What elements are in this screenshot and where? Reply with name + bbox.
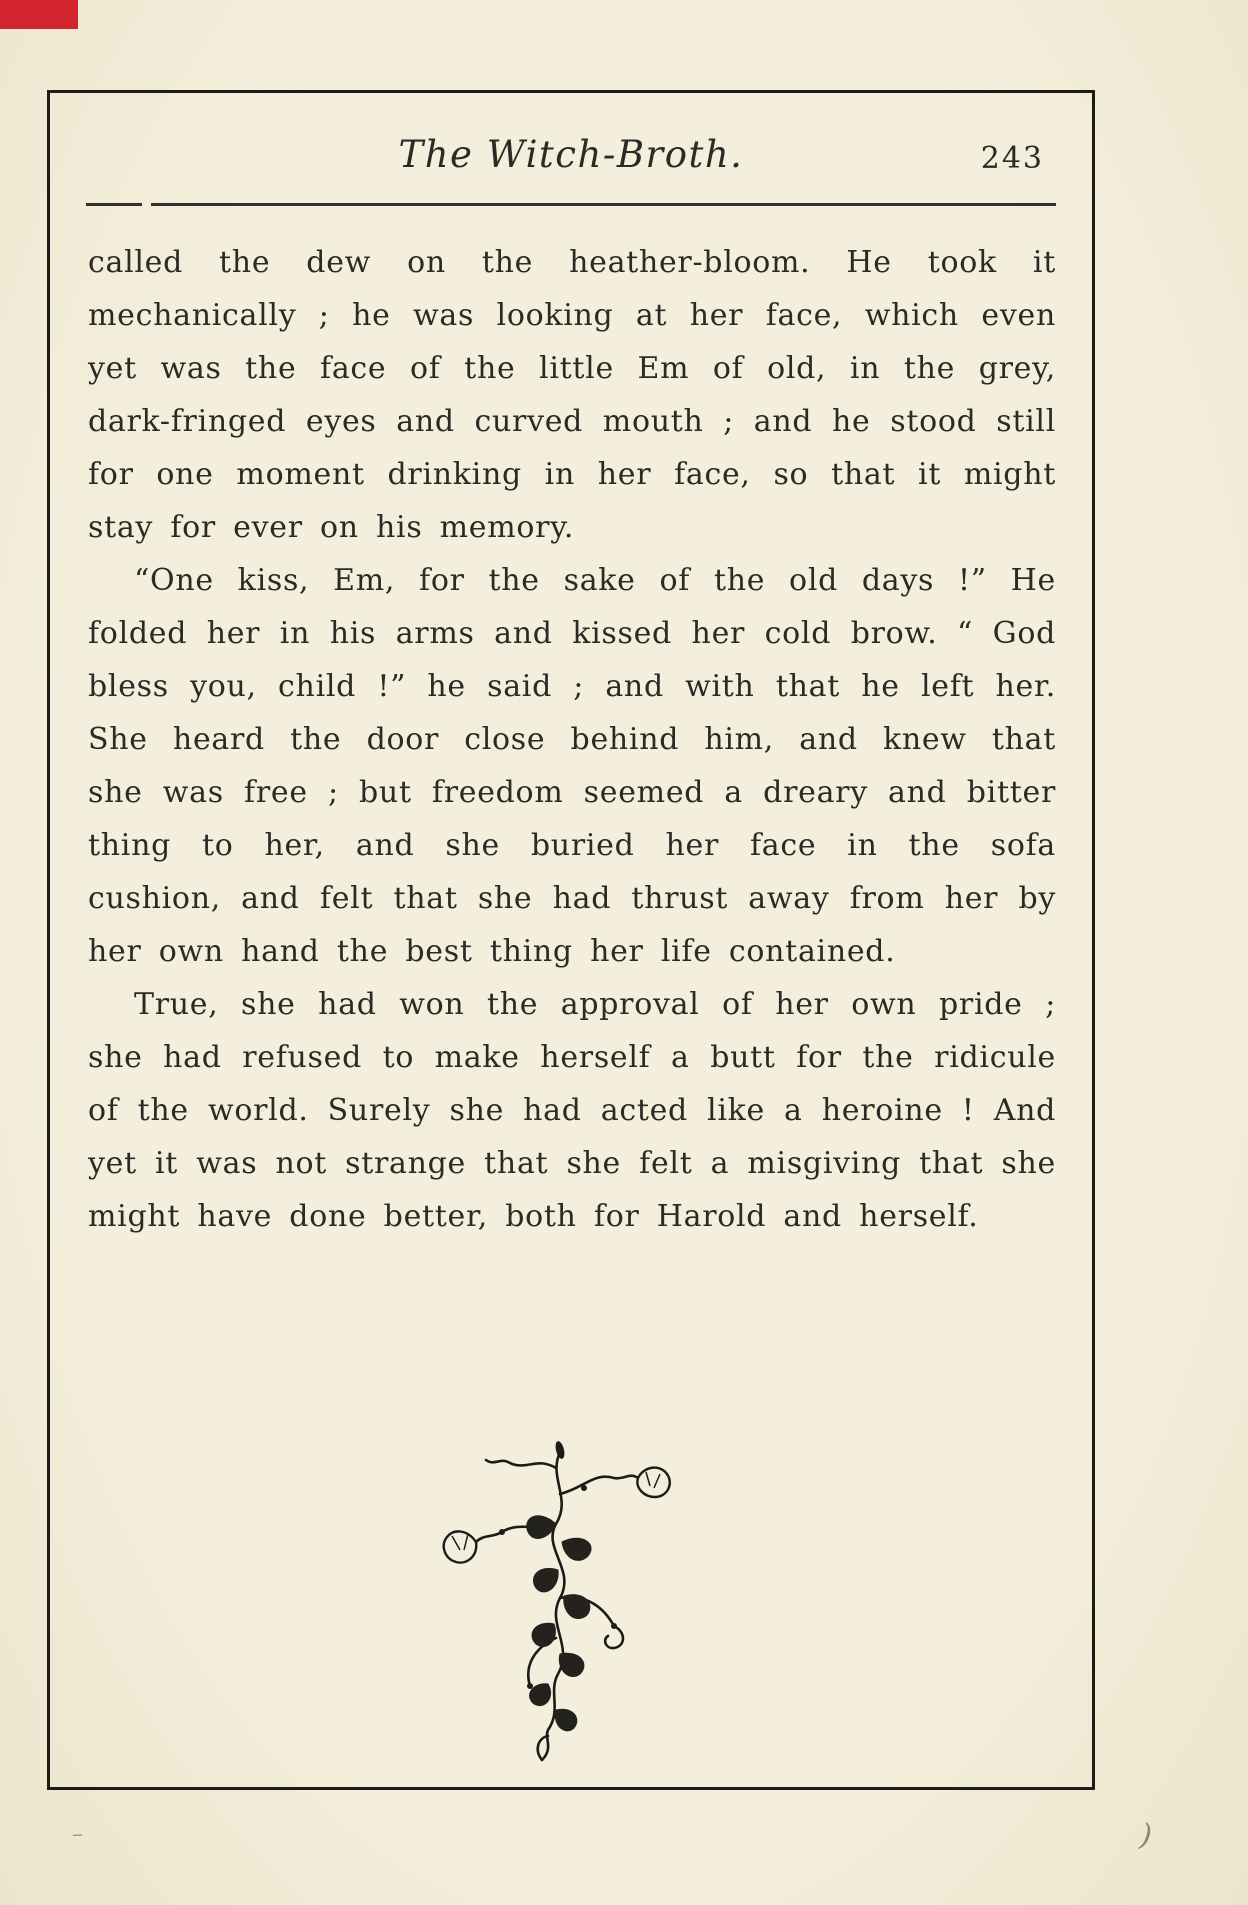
floral-ornament-illustration bbox=[433, 1438, 683, 1768]
body-text bbox=[88, 236, 1056, 1243]
page-number: 243 bbox=[980, 141, 1044, 176]
header-rule bbox=[86, 203, 1056, 206]
running-header bbox=[90, 133, 1052, 185]
paragraph-2: “One kiss, Em, for the sake of the old days !” He folded her in his arms and kissed her cold brow. “ God bless you, child !” he said ; and with that he left her. She heard the door close behind him, and knew that she was free ; but freedom seemed a dreary and bitter thing to her, and she buried her face in the sofa cushion, and felt that she had thrust away from her by her own hand the best thing her life contained. bbox=[88, 563, 1056, 969]
floral-sprig-icon bbox=[433, 1438, 683, 1768]
running-title: The Witch-Broth. bbox=[398, 133, 744, 176]
stray-mark-bottom-left: – bbox=[72, 1822, 83, 1847]
paragraph-3: True, she had won the approval of her own pride ; she had refused to make herself a butt for the ridicule of the world. Surely she had acted like a heroine ! And yet it was not strange that she felt a misgiving that she might have done better, both for Harold and herself. bbox=[88, 987, 1056, 1234]
scan-artifact-red-corner bbox=[0, 0, 78, 29]
page-border-frame bbox=[47, 90, 1095, 1790]
paragraph-1: called the dew on the heather-bloom. He took it mechanically ; he was looking at her face, which even yet was the face of the little Em of old, in the grey, dark-fringed eyes and curved mouth ; and he stood still for one moment drinking in her face, so that it might stay for ever on his memory. bbox=[88, 245, 1056, 545]
stray-mark-bottom-right: ) bbox=[1138, 1817, 1154, 1854]
